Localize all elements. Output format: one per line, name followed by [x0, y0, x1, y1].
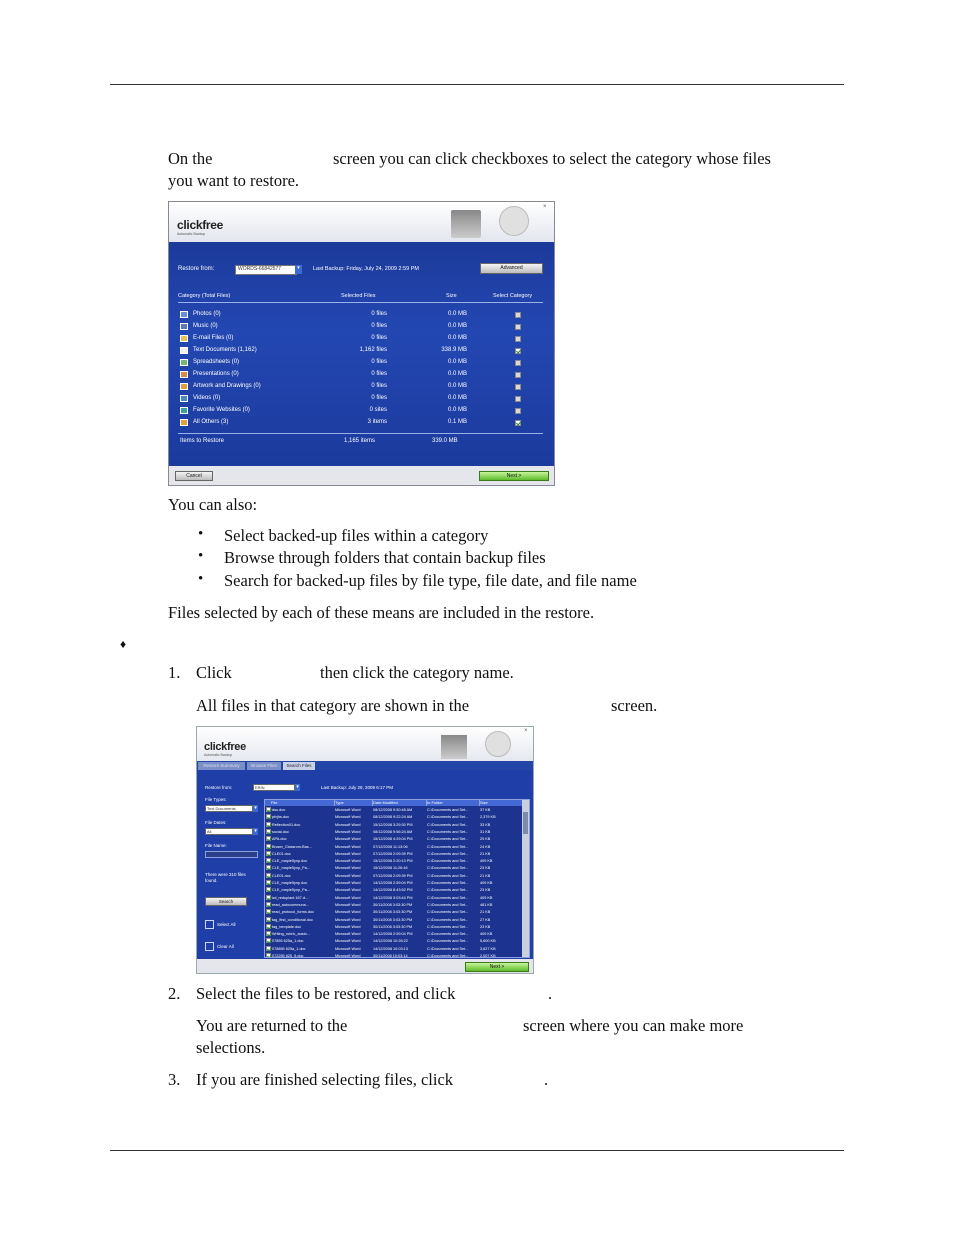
table-row[interactable] — [265, 931, 520, 937]
size-cell: 409 KB — [480, 859, 493, 864]
step-2-note-a: You are returned to the — [196, 1016, 348, 1035]
col-size[interactable]: Size — [479, 800, 523, 806]
restore-from-select[interactable]: ERIN — [253, 784, 295, 791]
file-type-cell: Microsoft Word — [335, 888, 361, 893]
file-checkbox[interactable] — [266, 858, 271, 863]
header-selected-files: Selected Files — [341, 293, 376, 299]
folder-cell: C:\Documents and Set... — [427, 859, 469, 864]
table-row[interactable] — [265, 938, 520, 944]
folder-cell: C:\Documents and Set... — [427, 946, 469, 951]
file-type-cell: Microsoft Word — [335, 844, 361, 849]
size-cell: 23 KB — [480, 866, 491, 871]
file-type-cell: Microsoft Word — [335, 924, 361, 929]
date-modified-cell: 15/12/2008 4:29:04 PM — [373, 837, 413, 842]
close-icon[interactable]: × — [543, 204, 547, 210]
category-selected-files: 0 files — [371, 323, 387, 329]
folder-cell: C:\Documents and Set... — [427, 844, 469, 849]
diamond-marker: ♦ — [120, 637, 127, 651]
file-name-cell: tag_first_conditional.doc — [272, 917, 313, 922]
size-cell: 21 KB — [480, 873, 491, 878]
search-results-table — [264, 799, 530, 958]
col-file[interactable]: File — [265, 800, 334, 806]
file-name-cell: tag_template.doc — [272, 924, 302, 929]
file-checkbox[interactable] — [266, 917, 271, 922]
step-1-note-b: screen. — [611, 696, 658, 715]
date-modified-cell: 30/11/2008 3:03:30 PM — [373, 910, 413, 915]
main-panel — [169, 242, 554, 466]
select-category-checkbox[interactable] — [515, 336, 521, 342]
category-name[interactable]: Text Documents (1,162) — [193, 347, 257, 353]
table-row[interactable] — [265, 909, 520, 915]
folder-cell: C:\Documents and Set... — [427, 954, 469, 958]
file-checkbox[interactable] — [266, 887, 271, 892]
category-selected-files: 0 files — [371, 359, 387, 365]
tab-browse-files[interactable]: Browse Files — [247, 762, 281, 770]
category-selected-files: 0 files — [371, 311, 387, 317]
size-cell: 409 KB — [480, 881, 493, 885]
date-modified-cell: 14/12/2008 8:43:52 PM — [373, 888, 413, 893]
total-divider — [178, 433, 543, 434]
category-size: 0.0 MB — [447, 371, 467, 377]
category-icon — [180, 419, 188, 426]
category-size: 0.1 MB — [447, 419, 467, 425]
footer-bar — [197, 959, 533, 973]
files-found-text: There were 310 files found. — [205, 872, 246, 883]
table-row[interactable] — [265, 946, 520, 952]
folder-cell: C:\Documents and Set... — [427, 829, 469, 834]
folder-cell: C:\Documents and Set... — [427, 939, 469, 944]
file-type-cell: Microsoft Word — [335, 866, 361, 871]
table-row[interactable] — [265, 814, 520, 820]
file-checkbox[interactable] — [266, 895, 271, 900]
col-date-modified[interactable]: Date Modified — [372, 800, 427, 806]
search-files-screenshot — [196, 726, 534, 974]
table-row[interactable] — [265, 851, 520, 857]
category-selected-files: 0 files — [371, 335, 387, 341]
chevron-down-icon[interactable]: ▾ — [296, 784, 299, 790]
size-cell: 21 KB — [480, 851, 491, 856]
file-type-cell: Microsoft Word — [335, 910, 361, 915]
step-3-number: 3. — [168, 1070, 181, 1089]
file-type-cell: Microsoft Word — [335, 939, 361, 944]
next-button[interactable]: Next > — [465, 962, 529, 972]
size-cell: 23 KB — [480, 888, 491, 893]
file-type-cell: Microsoft Word — [335, 815, 361, 820]
category-name[interactable]: Spreadsheets (0) — [193, 359, 240, 365]
file-name-cell: social.doc — [272, 829, 289, 834]
date-modified-cell: 30/11/2008 10:03:14 — [373, 954, 408, 958]
category-icon — [180, 407, 188, 414]
search-button[interactable]: Search — [205, 897, 247, 906]
file-name-cell: CLE_maple5ynp.doc — [272, 859, 308, 864]
file-checkbox[interactable] — [266, 836, 271, 841]
step-1-text-a: Click — [196, 663, 232, 682]
top-rule — [110, 84, 844, 85]
date-modified-cell: 30/11/2008 3:03:30 PM — [373, 902, 413, 907]
size-cell: 5,600 KB — [480, 939, 496, 944]
category-icon — [180, 335, 188, 342]
file-name-cell: 07855 625a_1.doc — [272, 939, 304, 944]
results-scrollbar[interactable] — [522, 800, 529, 957]
intro-line-2: you want to restore. — [168, 171, 300, 190]
table-row[interactable] — [265, 822, 520, 828]
table-row[interactable] — [265, 829, 520, 835]
file-checkbox[interactable] — [266, 902, 271, 907]
category-selected-files: 0 sites — [369, 407, 387, 413]
date-modified-cell: 30/11/2008 3:03:30 PM — [373, 917, 413, 922]
file-name-cell: Reflection01.doc — [272, 822, 301, 827]
device-graphic-icon — [451, 210, 481, 238]
clickfree-logo: clickfree Automatic Backup — [177, 218, 224, 236]
advanced-button[interactable]: Advanced — [480, 263, 543, 274]
step-3-period: . — [544, 1070, 549, 1089]
category-size: 0.0 MB — [447, 335, 467, 341]
category-icon — [180, 311, 188, 318]
category-name[interactable]: Photos (0) — [193, 311, 221, 317]
size-cell: 2,007 KB — [480, 954, 496, 958]
file-name-cell: read_protocol_forms.doc — [272, 910, 314, 915]
next-button[interactable]: Next > — [479, 471, 549, 481]
close-icon[interactable]: × — [524, 728, 528, 734]
category-name[interactable]: All Others (3) — [193, 419, 229, 425]
folder-cell: C:\Documents and Set... — [427, 888, 469, 893]
table-row[interactable] — [265, 895, 520, 901]
header-size: Size — [446, 293, 457, 299]
col-in-folder[interactable]: In Folder — [426, 800, 480, 806]
file-name-label: File Name: — [205, 843, 227, 848]
size-cell: 29 KB — [480, 837, 491, 842]
size-cell: 409 KB — [480, 895, 493, 900]
file-name-cell: CLE_maple5ynp_Pa... — [272, 888, 310, 893]
category-size: 0.0 MB — [447, 407, 467, 413]
file-checkbox[interactable] — [266, 946, 271, 951]
file-checkbox[interactable] — [266, 865, 271, 870]
folder-cell: C:\Documents and Set... — [427, 910, 469, 915]
file-checkbox[interactable] — [266, 924, 271, 929]
header-select-category: Select Category — [493, 293, 533, 299]
category-name[interactable]: Music (0) — [193, 323, 218, 329]
file-name-cell: pfvjhs.doc — [272, 815, 290, 820]
step-3-text: If you are finished selecting files, click — [196, 1070, 454, 1089]
folder-cell: C:\Documents and Set... — [427, 815, 469, 820]
restore-from-label: Restore from: — [205, 785, 233, 790]
category-icon — [180, 395, 188, 402]
category-icon — [180, 359, 188, 366]
date-modified-cell: 08/12/2008 9:22:24 AM — [373, 815, 413, 820]
category-icon — [180, 323, 188, 330]
file-type-cell: Microsoft Word — [335, 808, 361, 812]
size-cell: 37 KB — [480, 808, 491, 812]
bullet-dot: • — [198, 526, 204, 542]
file-name-cell: CLE01.doc — [272, 873, 291, 878]
size-cell: 33 KB — [480, 822, 491, 827]
cancel-button[interactable]: Cancel — [175, 471, 213, 481]
step-1-text-b: then click the category name. — [320, 663, 514, 682]
header-divider — [178, 302, 543, 303]
step-1-number: 1. — [168, 663, 181, 682]
last-backup: Last Backup: July 28, 2009 6:17 PM — [321, 785, 394, 790]
date-modified-cell: 07/12/2008 11:13:06 — [373, 844, 408, 849]
category-name[interactable]: Presentations (0) — [193, 371, 239, 377]
file-name-cell: CLE_maple5ynp_Pa... — [272, 866, 310, 871]
select-category-checkbox[interactable] — [515, 360, 521, 366]
date-modified-cell: 14/12/2008 2:59:04 PM — [373, 932, 413, 937]
tab-bar — [197, 761, 533, 770]
select-all-icon[interactable] — [205, 920, 214, 929]
size-cell: 481 KB — [480, 902, 493, 907]
file-type-cell: Microsoft Word — [335, 837, 361, 842]
category-size: 0.0 MB — [447, 359, 467, 365]
category-icon — [180, 383, 188, 390]
select-category-checkbox[interactable] — [515, 420, 521, 426]
file-checkbox[interactable] — [266, 873, 271, 878]
folder-cell: C:\Documents and Set... — [427, 808, 469, 812]
table-row[interactable] — [265, 887, 520, 893]
files-selected-note: Files selected by each of these means are included in the restore. — [168, 603, 595, 622]
size-cell: 409 KB — [480, 932, 493, 937]
file-dates-select[interactable]: All — [205, 828, 253, 835]
date-modified-cell: 30/11/2008 3:03:30 PM — [373, 924, 413, 929]
file-name-cell: CLE_maple5ynp.doc — [272, 881, 308, 885]
restore-summary-screenshot — [168, 201, 555, 486]
step-1-note-a: All files in that category are shown in the — [196, 696, 470, 715]
file-name-cell: Brown_Classrom-Bas... — [272, 844, 312, 849]
file-checkbox[interactable] — [266, 851, 271, 856]
select-category-checkbox[interactable] — [515, 348, 521, 354]
table-row[interactable] — [265, 844, 520, 850]
file-type-cell: Microsoft Word — [335, 954, 361, 958]
scrollbar-thumb[interactable] — [523, 812, 528, 834]
restore-from-label: Restore from: — [178, 266, 215, 272]
file-checkbox[interactable] — [266, 814, 271, 819]
clickfree-logo: clickfree Automatic Backup — [204, 741, 246, 757]
select-category-checkbox[interactable] — [515, 372, 521, 378]
category-size: 0.0 MB — [447, 395, 467, 401]
table-row[interactable] — [265, 953, 520, 958]
table-row[interactable] — [265, 873, 520, 879]
intro-line-1b: screen you can click checkboxes to select the category whose files — [333, 149, 771, 168]
category-selected-files: 0 files — [371, 383, 387, 389]
size-cell: 24 KB — [480, 844, 491, 849]
category-name[interactable]: Favorite Websites (0) — [193, 407, 250, 413]
folder-cell: C:\Documents and Set... — [427, 895, 469, 900]
select-category-checkbox[interactable] — [515, 408, 521, 414]
device-graphic-icon — [441, 735, 467, 759]
tab-restore-summary[interactable]: Restore Summary — [198, 762, 245, 770]
bullet-1: Select backed-up files within a category — [224, 526, 489, 545]
select-category-checkbox[interactable] — [515, 396, 521, 402]
category-selected-files: 1,162 files — [359, 347, 387, 353]
file-checkbox[interactable] — [266, 822, 271, 827]
category-size: 0.0 MB — [447, 311, 467, 317]
date-modified-cell: 07/12/2008 2:09:39 PM — [373, 851, 413, 856]
app-header — [197, 727, 533, 761]
folder-cell: C:\Documents and Set... — [427, 932, 469, 937]
select-all-link[interactable]: Select All — [217, 922, 236, 927]
file-checkbox[interactable] — [266, 953, 271, 958]
date-modified-cell: 15/12/2008 3:29:30 PM — [373, 822, 413, 827]
disc-graphic-icon — [485, 731, 511, 757]
file-type-cell: Microsoft Word — [335, 822, 361, 827]
intro-line-1a: On the — [168, 149, 213, 168]
file-types-select[interactable]: Text Documents — [205, 805, 253, 812]
folder-cell: C:\Documents and Set... — [427, 837, 469, 842]
category-selected-files: 0 files — [371, 371, 387, 377]
category-selected-files: 3 items — [367, 419, 387, 425]
col-type[interactable]: Type — [334, 800, 373, 806]
folder-cell: C:\Documents and Set... — [427, 866, 469, 871]
file-dates-label: File Dates: — [205, 820, 227, 825]
table-row[interactable] — [265, 917, 520, 923]
file-checkbox[interactable] — [266, 807, 271, 812]
file-type-cell: Microsoft Word — [335, 946, 361, 951]
category-size: 338.9 MB — [441, 347, 467, 353]
file-name-cell: APA.doc — [272, 837, 287, 842]
table-row[interactable] — [265, 858, 520, 864]
table-row[interactable] — [265, 807, 520, 813]
size-cell: 27 KB — [480, 917, 491, 922]
file-name-cell: iwl_reduplant 167.d... — [272, 895, 309, 900]
category-name[interactable]: Artwork and Drawings (0) — [193, 383, 261, 389]
bottom-rule — [110, 1150, 844, 1151]
tab-search-files[interactable]: Search Files — [283, 762, 315, 770]
size-cell: 3,627 KB — [480, 946, 496, 951]
date-modified-cell: 14/12/2008 10:26:22 — [373, 939, 408, 944]
select-category-checkbox[interactable] — [515, 312, 521, 318]
date-modified-cell: 07/12/2008 2:09:39 PM — [373, 873, 413, 878]
folder-cell: C:\Documents and Set... — [427, 917, 469, 922]
date-modified-cell: 08/12/2008 9:56:24 AM — [373, 829, 413, 834]
select-category-checkbox[interactable] — [515, 384, 521, 390]
date-modified-cell: 14/12/2008 3:03:44 PM — [373, 895, 413, 900]
bullet-3: Search for backed-up files by file type, file date, and file name — [224, 571, 637, 590]
last-backup: Last Backup: Friday, July 24, 2009 2:59 PM — [313, 266, 419, 272]
step-2-number: 2. — [168, 984, 181, 1003]
category-selected-files: 0 files — [371, 395, 387, 401]
footer-bar — [169, 466, 554, 485]
folder-cell: C:\Documents and Set... — [427, 873, 469, 878]
file-name-cell: 072255 625_5.doc — [272, 954, 304, 958]
file-type-cell: Microsoft Word — [335, 932, 361, 937]
size-cell: 31 KB — [480, 829, 491, 834]
chevron-down-icon[interactable]: ▾ — [295, 265, 302, 274]
file-types-label: File Types: — [205, 797, 227, 802]
step-2-text: Select the files to be restored, and click — [196, 984, 456, 1003]
category-name[interactable]: E-mail Files (0) — [193, 335, 234, 341]
disc-graphic-icon — [499, 206, 529, 236]
table-row[interactable] — [265, 836, 520, 842]
clear-all-link[interactable]: Clear All — [217, 944, 234, 949]
folder-cell: C:\Documents and Set... — [427, 902, 469, 907]
file-checkbox[interactable] — [266, 909, 271, 914]
step-2-note-b: screen where you can make more — [523, 1016, 744, 1035]
restore-from-select[interactable]: WORDS-66842577 — [235, 265, 297, 275]
file-checkbox[interactable] — [266, 844, 271, 849]
category-size: 0.0 MB — [447, 323, 467, 329]
file-checkbox[interactable] — [266, 880, 271, 885]
table-row[interactable] — [265, 902, 520, 908]
select-category-checkbox[interactable] — [515, 324, 521, 330]
items-to-restore-size: 339.0 MB — [432, 438, 458, 444]
file-checkbox[interactable] — [266, 931, 271, 936]
size-cell: 2,379 KB — [480, 815, 496, 820]
file-type-cell: Microsoft Word — [335, 873, 361, 878]
file-name-cell: dsu.doc — [272, 808, 286, 812]
file-name-input[interactable] — [205, 851, 258, 858]
folder-cell: C:\Documents and Set... — [427, 924, 469, 929]
file-type-cell: Microsoft Word — [335, 829, 361, 834]
items-to-restore-label: Items to Restore — [180, 438, 225, 444]
clear-all-icon[interactable] — [205, 942, 214, 951]
app-header — [169, 202, 554, 242]
size-cell: 21 KB — [480, 910, 491, 915]
category-size: 0.0 MB — [447, 383, 467, 389]
folder-cell: C:\Documents and Set... — [427, 822, 469, 827]
table-row[interactable] — [265, 865, 520, 871]
table-row[interactable] — [265, 880, 520, 886]
date-modified-cell: 15/12/2008 2:20:13 PM — [373, 859, 413, 864]
file-checkbox[interactable] — [266, 829, 271, 834]
chevron-down-icon[interactable]: ▾ — [254, 805, 257, 811]
step-2-note-c: selections. — [196, 1038, 266, 1057]
file-type-cell: Microsoft Word — [335, 917, 361, 922]
file-name-cell: CLE01.doc — [272, 851, 291, 856]
file-type-cell: Microsoft Word — [335, 881, 361, 885]
chevron-down-icon[interactable]: ▾ — [254, 828, 257, 834]
file-type-cell: Microsoft Word — [335, 902, 361, 907]
size-cell: 23 KB — [480, 924, 491, 929]
date-modified-cell: 15/12/2008 11:26:46 — [373, 866, 408, 871]
bullet-dot: • — [198, 571, 204, 587]
bullet-2: Browse through folders that contain backup files — [224, 548, 546, 567]
file-checkbox[interactable] — [266, 938, 271, 943]
date-modified-cell: 14/12/2008 2:59:04 PM — [373, 881, 413, 885]
date-modified-cell: 14/12/2008 10:03:13 — [373, 946, 408, 951]
you-can-also: You can also: — [168, 495, 258, 514]
file-type-cell: Microsoft Word — [335, 895, 361, 900]
folder-cell: C:\Documents and Set... — [427, 881, 469, 885]
file-name-cell: read_autocommuna... — [272, 902, 309, 907]
header-category: Category (Total Files) — [178, 293, 231, 299]
file-type-cell: Microsoft Word — [335, 851, 361, 856]
table-row[interactable] — [265, 924, 520, 930]
file-type-cell: Microsoft Word — [335, 859, 361, 864]
file-name-cell: 078855 625a_1.doc — [272, 946, 306, 951]
step-2-period: . — [548, 984, 553, 1003]
folder-cell: C:\Documents and Set... — [427, 851, 469, 856]
category-name[interactable]: Videos (0) — [193, 395, 221, 401]
category-icon — [180, 347, 188, 354]
items-to-restore-count: 1,165 items — [344, 438, 376, 444]
bullet-dot: • — [198, 548, 204, 564]
date-modified-cell: 08/12/2008 9:50:48 AM — [373, 808, 413, 812]
file-name-cell: Writing_rubric_austo... — [272, 932, 310, 937]
category-icon — [180, 371, 188, 378]
